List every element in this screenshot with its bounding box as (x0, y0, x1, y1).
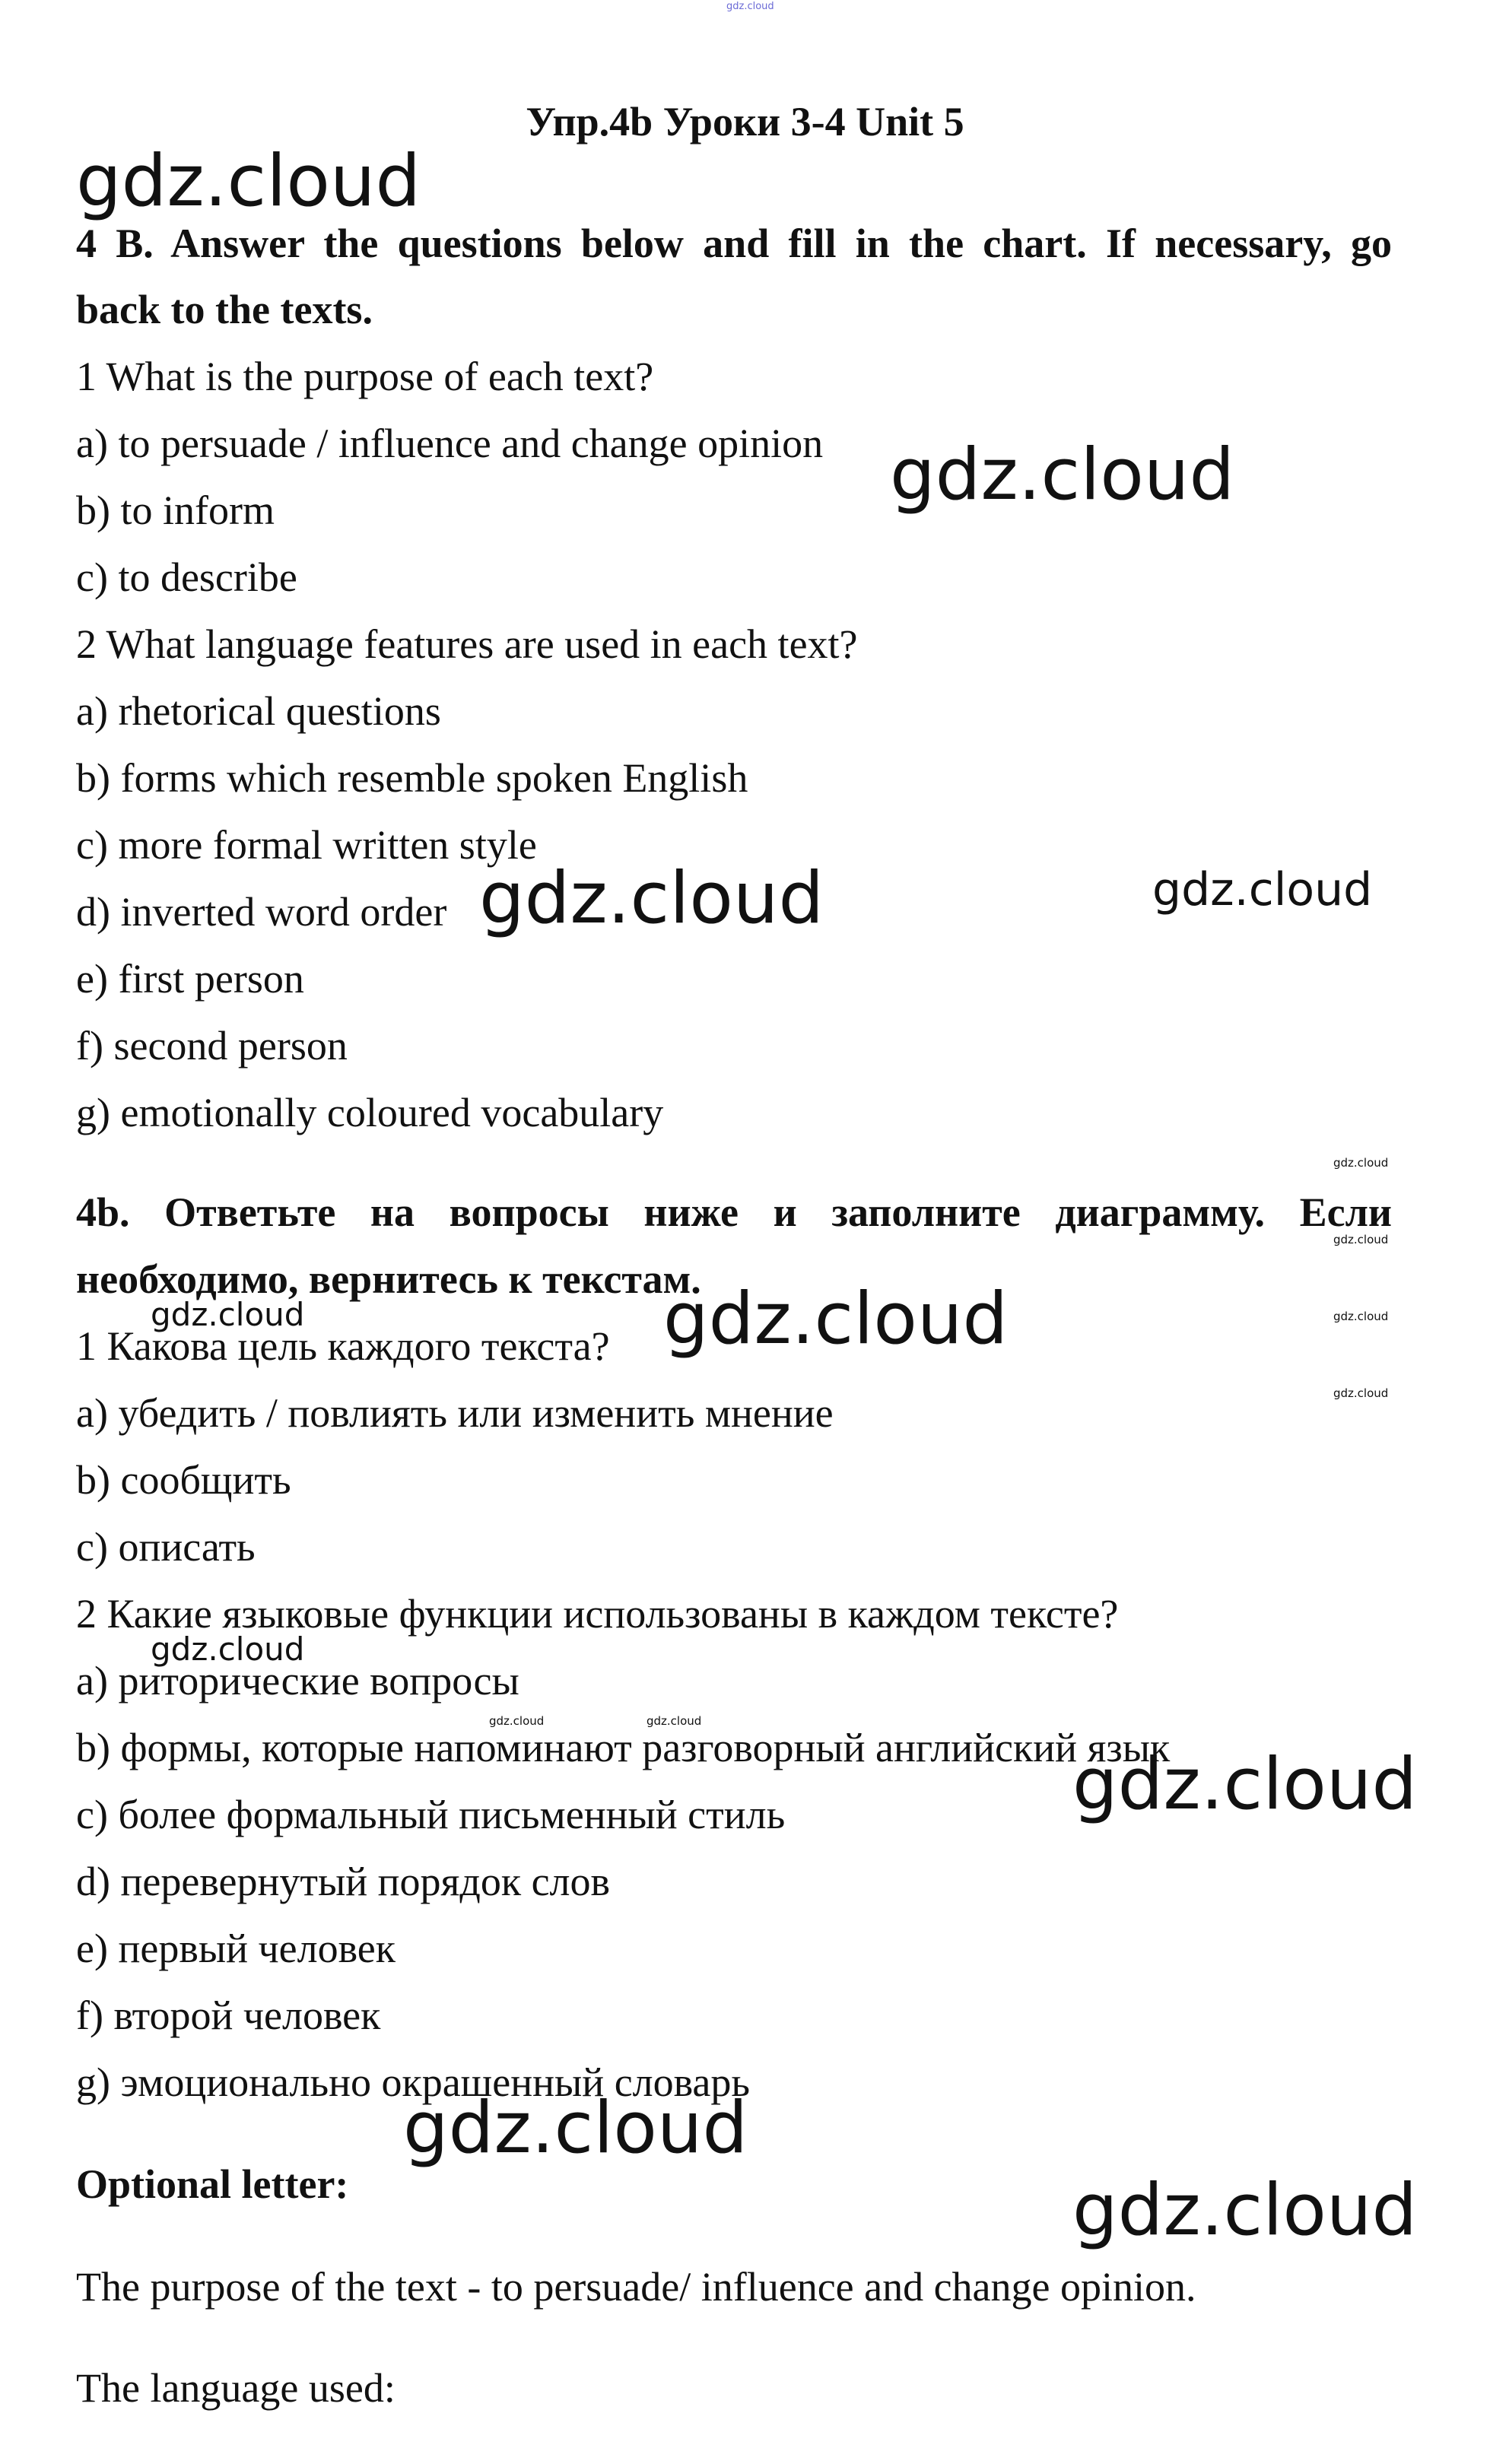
watermark: gdz.cloud (1333, 1386, 1389, 1400)
q2-ru-option-f: f) второй человек (76, 1992, 381, 2038)
watermark: gdz.cloud (76, 140, 421, 223)
question-2-ru: 2 Какие языковые функции использованы в каждом тексте? (76, 1591, 1119, 1637)
q2-en-option-c: c) more formal written style (76, 822, 537, 868)
q1-en-option-a: a) to persuade / influence and change opinion (76, 421, 824, 466)
watermark: gdz.cloud (479, 857, 824, 940)
q2-ru-option-e: e) первый человек (76, 1926, 396, 1971)
q2-ru-option-a: a) риторические вопросы (76, 1658, 519, 1704)
letter-language: The language used: (76, 2365, 396, 2411)
q2-en-option-d: d) inverted word order (76, 889, 447, 935)
page-title: Упр.4b Уроки 3-4 Unit 5 (526, 99, 964, 144)
watermark: gdz.cloud (1072, 2169, 1418, 2252)
watermark: gdz.cloud (403, 2087, 748, 2170)
watermark: gdz.cloud (151, 1296, 305, 1333)
q2-en-option-e: e) first person (76, 956, 304, 1002)
q2-en-option-b: b) forms which resemble spoken English (76, 755, 748, 801)
watermark: gdz.cloud (1333, 1233, 1389, 1246)
q1-en-option-c: c) to describe (76, 554, 297, 600)
task-heading-en-line2: back to the texts. (76, 287, 373, 332)
question-1-en: 1 What is the purpose of each text? (76, 354, 654, 399)
task-heading-ru-line2: необходимо, вернитесь к текстам. (76, 1256, 701, 1302)
watermark: gdz.cloud (647, 1714, 702, 1728)
watermark: gdz.cloud (489, 1714, 545, 1728)
watermark: gdz.cloud (1333, 1156, 1389, 1170)
task-heading-ru-line1: 4b. Ответьте на вопросы ниже и заполните диаграмму. Если (76, 1189, 1392, 1235)
letter-heading: Optional letter: (76, 2161, 349, 2207)
watermark: gdz.cloud (151, 1630, 305, 1668)
q1-ru-option-b: b) сообщить (76, 1457, 291, 1503)
watermark: gdz.cloud (890, 433, 1235, 516)
question-1-ru: 1 Какова цель каждого текста? (76, 1323, 610, 1369)
watermark: gdz.cloud (1152, 863, 1373, 916)
letter-purpose: The purpose of the text - to persuade/ influence and change opinion. (76, 2264, 1196, 2310)
q2-en-option-g: g) emotionally coloured vocabulary (76, 1090, 664, 1135)
q2-en-option-a: a) rhetorical questions (76, 688, 441, 734)
q2-ru-option-g: g) эмоционально окрашенный словарь (76, 2059, 750, 2105)
q2-ru-option-c: c) более формальный письменный стиль (76, 1792, 786, 1837)
q2-ru-option-b: b) формы, которые напоминают разговорный английский язык (76, 1725, 1171, 1770)
question-2-en: 2 What language features are used in each text? (76, 621, 858, 667)
q1-ru-option-c: c) описать (76, 1524, 256, 1570)
q1-ru-option-a: a) убедить / повлиять или изменить мнение (76, 1390, 834, 1436)
task-heading-en-line1: 4 B. Answer the questions below and fill in the chart. If necessary, go (76, 221, 1392, 266)
q1-en-option-b: b) to inform (76, 487, 275, 533)
watermark: gdz.cloud (663, 1278, 1009, 1361)
watermark: gdz.cloud (1072, 1743, 1418, 1826)
top-watermark: gdz.cloud (726, 1, 774, 12)
q2-ru-option-d: d) перевернутый порядок слов (76, 1859, 610, 1904)
q2-en-option-f: f) second person (76, 1023, 348, 1068)
watermark: gdz.cloud (1333, 1310, 1389, 1323)
